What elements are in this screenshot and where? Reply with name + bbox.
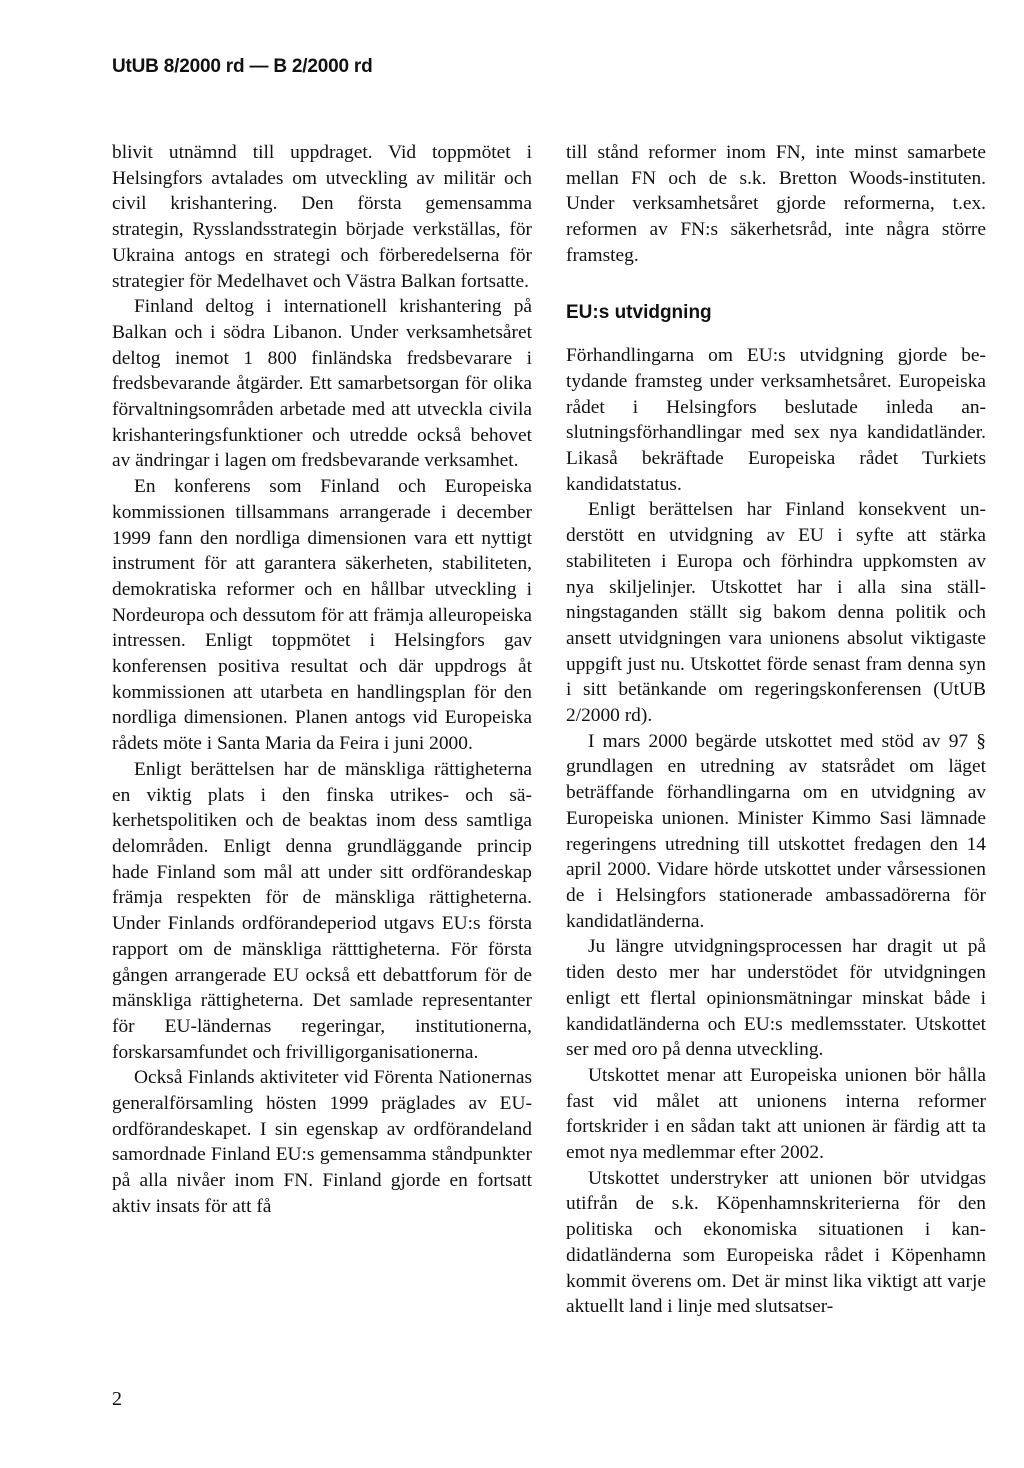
body-paragraph: Enligt berättelsen har de mänskliga rättigheterna en viktig plats i den finska utrikes- och säkerhetspolitiken och de beaktas inom dess samtliga delområden. Enligt denna grundläggande princip hade Finland som mål att under sitt ordförandeskap främja respekten för de mänskliga rättigheterna. Under Finlands ordförandeperiod utgavs EU:s första rapport om de mänskliga rätttigheterna. För första gången arrangerade EU också ett debattforum för de mänskliga rättigheterna. Det samlade representanter för EU-ländernas regeringar, institutionerna, forskarsamfundet och frivilligorganisationerna. [112,758,532,1063]
body-paragraph: blivit utnämnd till uppdraget. Vid toppmötet i Helsingfors avtalades om utveckling av militär och civil krishantering. Den första gemensamma strategin, Rysslandsstrategin började verkställas, för Ukraina antogs en strategi och förberedelserna för strategier för Medelhavet och Västra Balkan fortsatte. [112,142,532,292]
page-number: 2 [112,1388,122,1410]
body-paragraph: Utskottet menar att Europeiska unionen bör hålla fast vid målet att unionens interna reformer fortskrider i en sådan takt att unionen är färdig att ta emot nya medlemmar efter 2002. [566,1064,986,1164]
body-paragraph: Enligt berättelsen har Finland konsekvent understött en utvidgning av EU i syfte att stärka stabiliteten i Europa och förhindra uppkomsten av nya skiljelinjer. Utskottet har i alla sina ställningstaganden ställt sig bakom denna politik och ansett utvidgningen vara unionens absolut viktigaste uppgift just nu. Utskottet förde senast fram denna syn i sitt betänkande om regeringskonferensen (UtUB 2/2000 rd). [566,499,986,727]
left-column [112,140,532,1220]
running-head: UtUB 8/2000 rd — B 2/2000 rd [112,56,373,77]
section-heading: EU:s utvidgning [566,301,712,323]
body-paragraph: Också Finlands aktiviteter vid Förenta Nationernas generalförsamling hösten 1999 präglades av EU-ordförandeskapet. I sin egenskap av ordförandeland samordnade Finland EU:s gemensamma ståndpunkter på alla nivåer inom FN. Finland gjorde en fortsatt aktiv insats för att få [112,1067,532,1217]
body-paragraph: Finland deltog i internationell krishantering på Balkan och i södra Libanon. Under verksamhetsåret deltog inemot 1 800 finländska fredsbevarare i fredsbevarande åtgärder. Ett samarbetsorgan för olika förvaltningsområden arbetade med att utveckla civila krishanteringsfunktioner och utredde också behovet av ändringar i lagen om fredsbevarande verksamhet. [112,296,532,472]
body-paragraph: Förhandlingarna om EU:s utvidgning gjorde betydande framsteg under verksamhetsåret. Europeiska rådet i Helsingfors beslutade inleda anslutningsförhandlingar med sex nya kandidatländer. Likaså bekräftade Europeiska rådet Turkiets kandidatstatus. [566,345,986,495]
body-paragraph: En konferens som Finland och Europeiska kommissionen tillsammans arrangerade i december 1999 fann den nordliga dimensionen vara ett nyttigt instrument för att garantera säkerheten, stabiliteten, demokratiska reformer och en hållbar utveckling i Nordeuropa och dessutom för att främja alleuropeiska intressen. Enligt toppmötet i Helsingfors gav konferensen positiva resultat och där uppdrogs åt kommissionen att utarbeta en handlingsplan för den nordliga dimensionen. Planen antogs vid Europeiska rådets möte i Santa Maria da Feira i juni 2000. [112,476,532,755]
body-paragraph: Ju längre utvidgningsprocessen har dragit ut på tiden desto mer har understödet för utvidgningen enligt ett flertal opinionsmätningar minskat både i kandidatländerna och EU:s medlemsstater. Utskottet ser med oro på denna utveckling. [566,936,986,1061]
body-paragraph: Utskottet understryker att unionen bör utvidgas utifrån de s.k. Köpenhamnskriterierna för den politiska och ekonomiska situationen i kandidatländerna som Europeiska rådet i Köpenhamn kommit överens om. Det är minst lika viktigt att varje aktuellt land i linje med slutsatser- [566,1167,986,1318]
body-paragraph: I mars 2000 begärde utskottet med stöd av 97 § grundlagen en utredning av statsrådet om läget beträffande förhandlingarna om en utvidgning av Europeiska unionen. Minister Kimmo Sasi lämnade regeringens utredning till utskottet fredagen den 14 april 2000. Vidare hörde utskottet under vårsessionen de i Helsingfors stationerade ambassadörerna för kandidatländerna. [566,730,986,932]
body-paragraph: till stånd reformer inom FN, inte minst samarbete mellan FN och de s.k. Bretton Woods-instituten. Under verksamhetsåret gjorde reformerna, t.ex. reformen av FN:s säkerhetsråd, inte några större framsteg. [566,142,986,266]
right-column [566,140,986,1320]
